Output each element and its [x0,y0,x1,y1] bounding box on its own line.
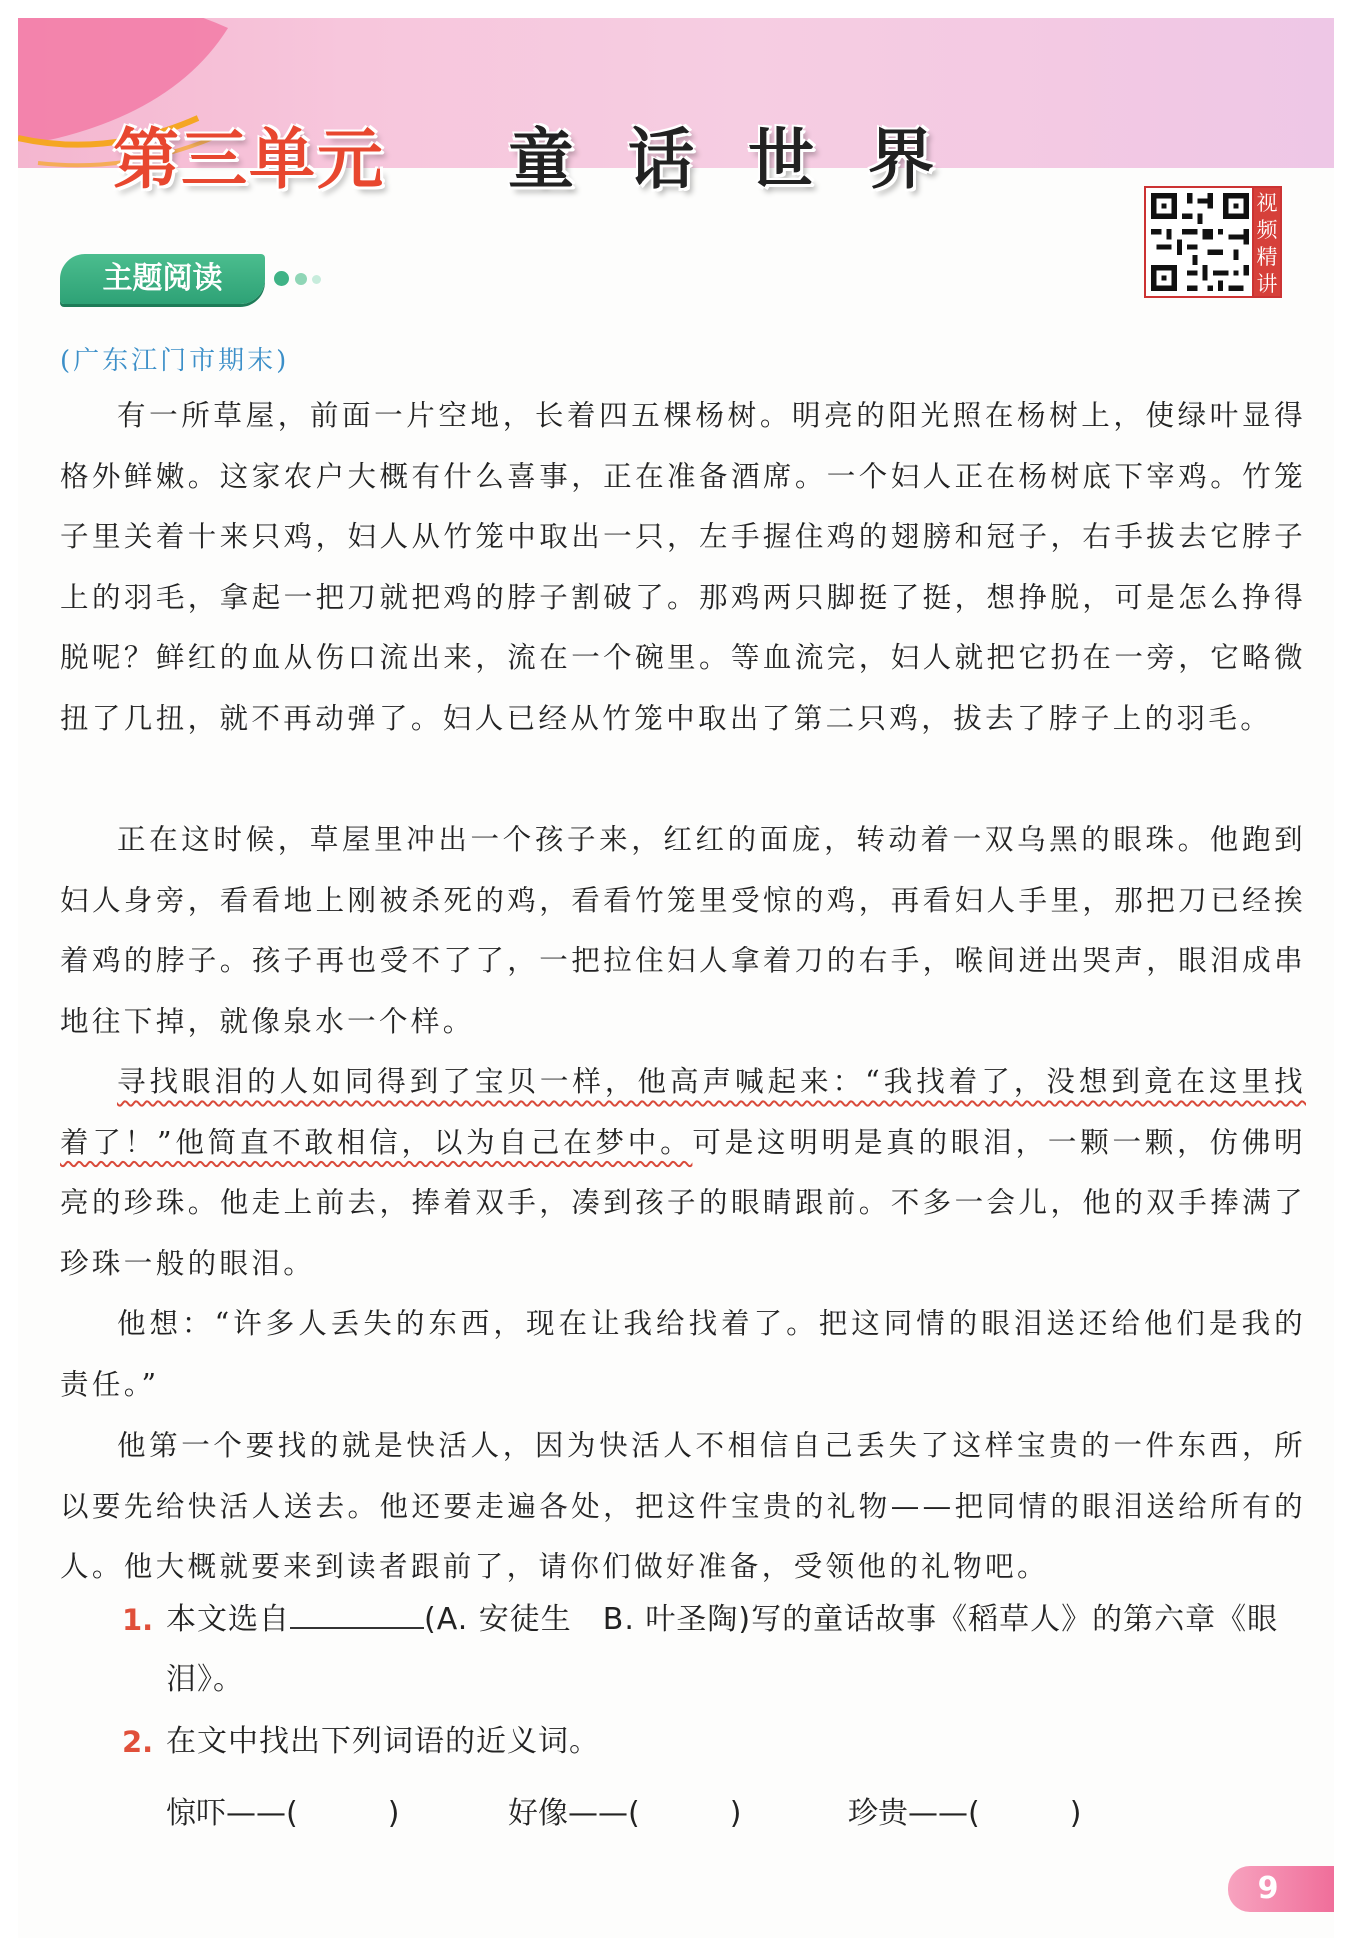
synonym-word: 好像——( [508,1796,640,1831]
video-lecture-tag[interactable]: 视频精讲 [1252,186,1282,298]
synonym-item-3 [848,1788,1081,1832]
question-1-prompt: 本文选自 [166,1602,290,1637]
story-paragraph-3 [60,1052,1306,1294]
decorative-dot-icon [295,273,307,285]
synonym-item-2 [508,1788,741,1832]
question-1-options: (A. 安徒生 B. 叶圣陶)写的童话故事《稻草人》的第六章《眼泪》。 [166,1602,1279,1697]
qr-code-icon[interactable] [1144,186,1256,298]
theme-title: 童话世界 [508,121,988,198]
question-1-text [166,1590,1306,1710]
question-2-number: 2. [122,1725,154,1759]
close-paren: ) [1069,1796,1082,1831]
question-1-number: 1. [122,1603,154,1637]
underlined-sentence: 寻找眼泪的人如同得到了宝贝一样，他高声喊起来：“我找着了，没想到竟在这里找着了！”他简直不敢相信，以为自己在梦中。 [60,1065,1306,1159]
story-paragraph-4: 他想：“许多人丢失的东西，现在让我给找着了。把这同情的眼泪送还给他们是我的责任。” [60,1307,1306,1401]
decorative-dot-icon [312,275,321,284]
decorative-dot-icon [274,271,289,286]
story-paragraph-2: 正在这时候，草屋里冲出一个孩子来，红红的面庞，转动着一双乌黑的眼珠。他跑到妇人身旁，看看地上刚被杀死的鸡，看看竹笼里受惊的鸡，再看妇人手里，那把刀已经挨着鸡的脖子。孩子再也受不了了，一把拉住妇人拿着刀的右手，喉间迸出哭声，眼泪成串地往下掉，就像泉水一个样。 [60,823,1306,1038]
page-number: 9 [1257,1871,1279,1906]
close-paren: ) [387,1796,400,1831]
source-note: (广东江门市期末) [60,346,290,376]
section-label: 主题阅读 [102,261,223,296]
close-paren: ) [729,1796,742,1831]
question-2-text: 在文中找出下列词语的近义词。 [166,1724,600,1759]
synonym-word: 惊吓——( [166,1796,298,1831]
synonym-item-1 [166,1788,399,1832]
paragraph-3-rest: 可是这明明是真的眼泪，一颗一颗，仿佛明亮的珍珠。他走上前去，捧着双手，凑到孩子的眼睛跟前。不多一会儿，他的双手捧满了珍珠一般的眼泪。 [60,1125,1306,1280]
textbook-page [18,18,1334,1938]
story-paragraph-5: 他第一个要找的就是快活人，因为快活人不相信自己丢失了这样宝贵的一件东西，所以要先给快活人送去。他还要走遍各处，把这件宝贵的礼物——把同情的眼泪送给所有的人。他大概就要来到读者跟前了，请你们做好准备，受领他的礼物吧。 [60,1429,1306,1583]
unit-title: 第三单元 [113,121,385,198]
synonym-word: 珍贵——( [848,1796,980,1831]
answer-blank[interactable] [290,1599,424,1629]
story-paragraph-1: 有一所草屋，前面一片空地，长着四五棵杨树。明亮的阳光照在杨树上，使绿叶显得格外鲜嫩。这家农户大概有什么喜事，正在准备酒席。一个妇人正在杨树底下宰鸡。竹笼子里关着十来只鸡，妇人从竹笼中取出一只，左手握住鸡的翅膀和冠子，右手拔去它脖子上的羽毛，拿起一把刀就把鸡的脖子割破了。那鸡两只脚挺了挺，想挣脱，可是怎么挣得脱呢？鲜红的血从伤口流出来，流在一个碗里。等血流完，妇人就把它扔在一旁，它略微扭了几扭，就不再动弹了。妇人已经从竹笼中取出了第二只鸡，拔去了脖子上的羽毛。 [60,399,1306,735]
